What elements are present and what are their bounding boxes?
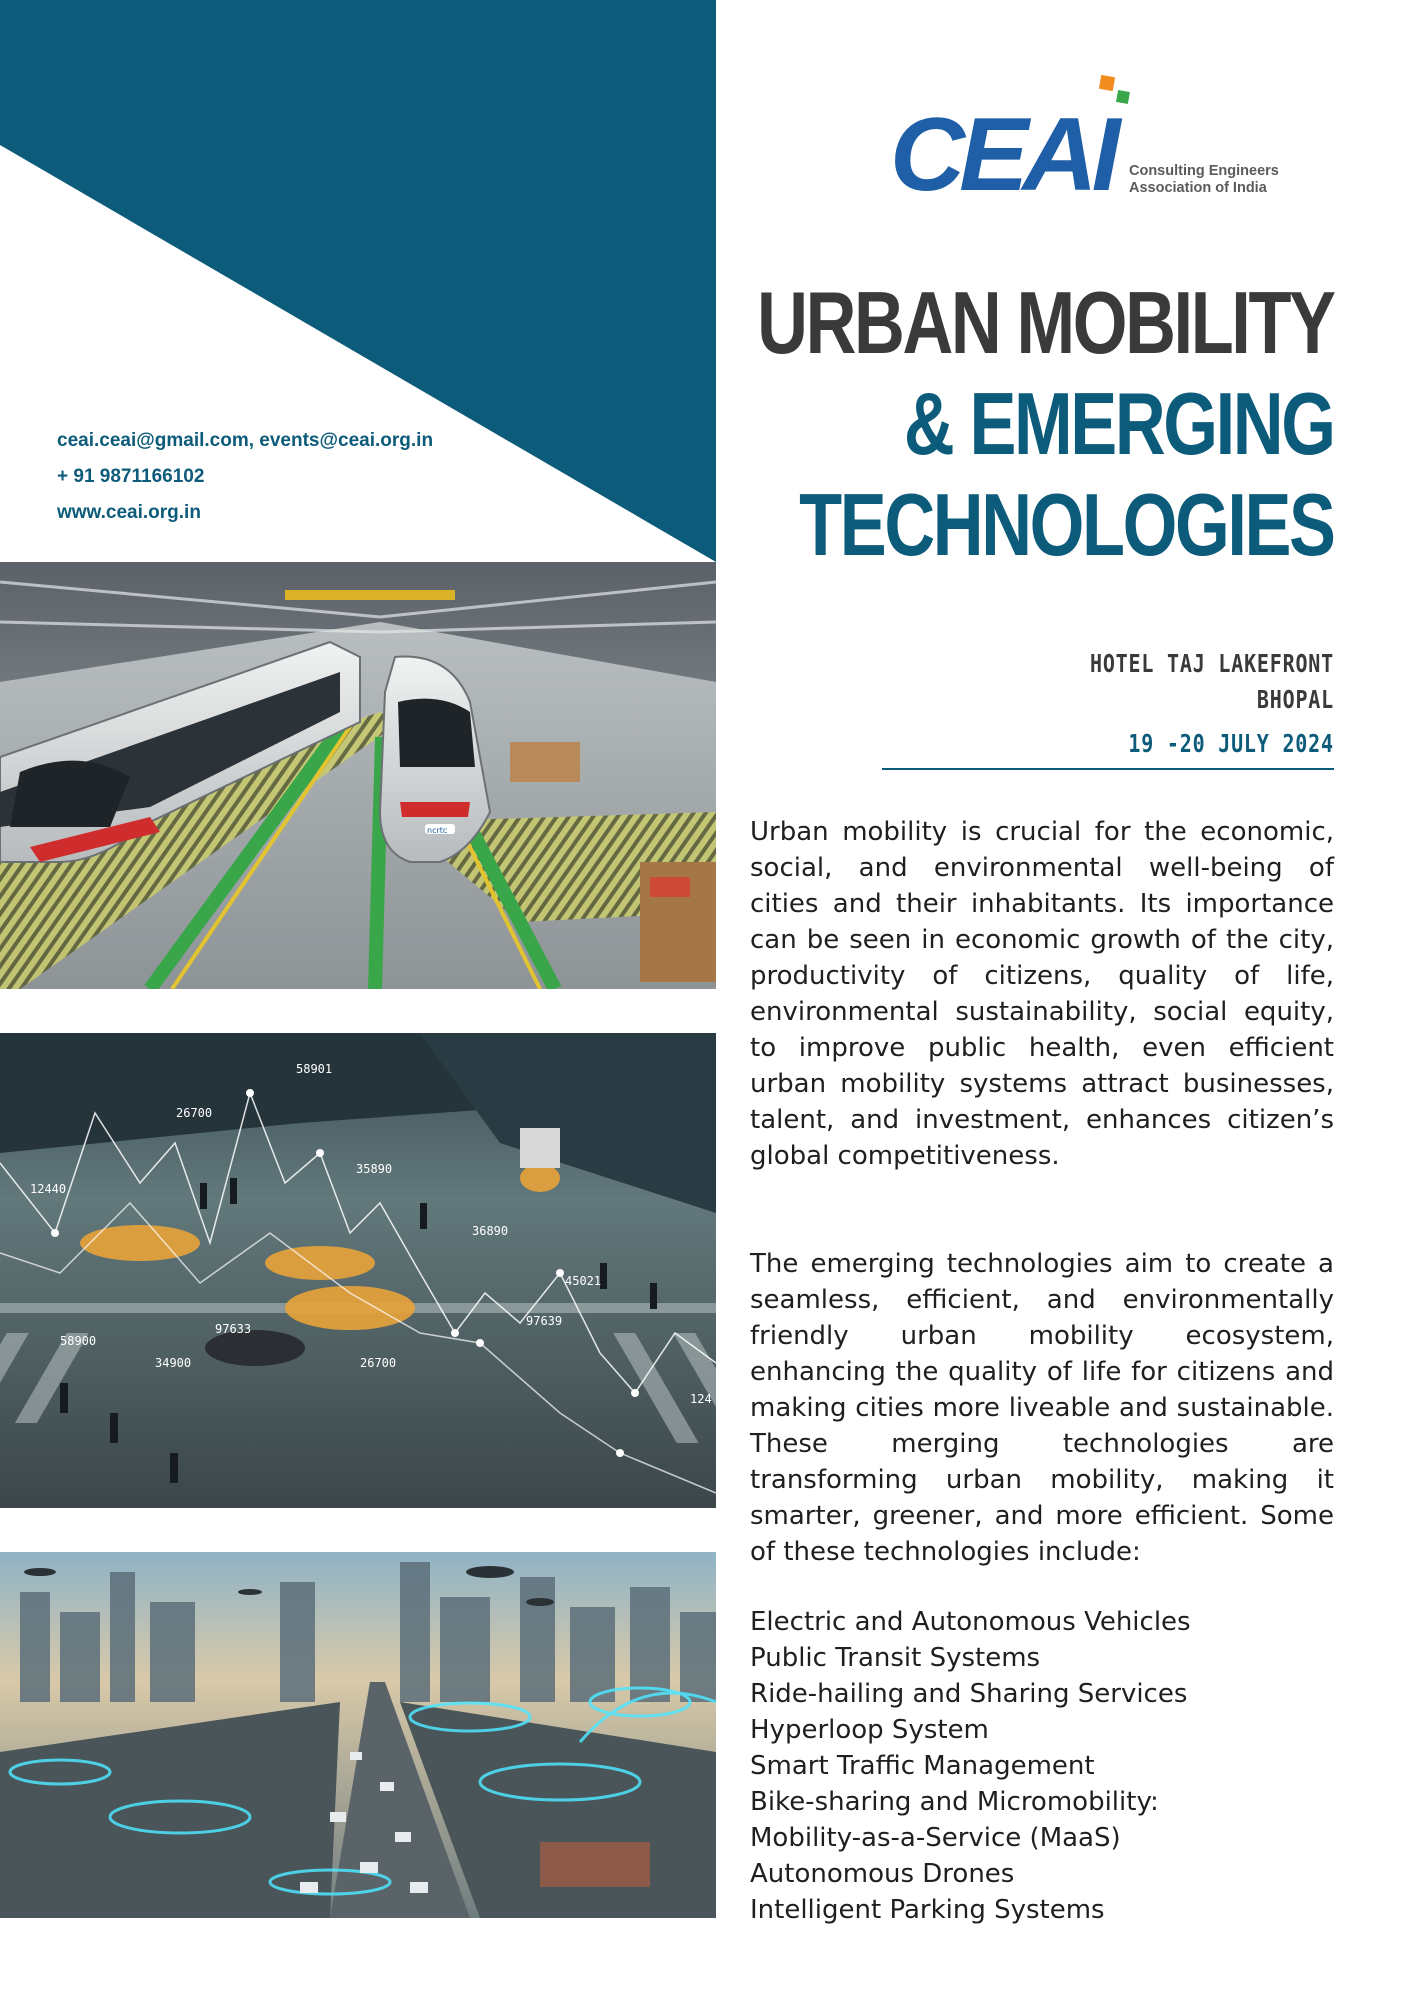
data-reading-4: 35890 [356,1162,393,1176]
data-reading-7: 97633 [215,1322,252,1336]
data-reading-2: 26700 [176,1106,213,1120]
data-reading-11: 26700 [360,1356,397,1370]
data-reading-3: 12440 [30,1182,67,1196]
list-item: Mobility-as-a-Service (MaaS) [750,1823,1121,1853]
contact-block [57,423,433,531]
data-reading-9: 58900 [60,1334,97,1348]
technologies-list [750,1604,1334,1928]
future-city-photo [0,1552,716,1918]
contact-phone[interactable]: + 91 9871166102 [57,466,205,487]
logo-wordmark: CEAI [890,97,1115,202]
data-reading-12: 124 [690,1392,712,1406]
venue-city: BHOPAL [1256,685,1334,714]
title-line3: TECHNOLOGIES [799,475,1334,574]
logo-name-line2: Association of India [1129,180,1267,196]
data-reading-8: 97639 [526,1314,563,1328]
venue-block [1090,646,1334,718]
venue-hotel: HOTEL TAJ LAKEFRONT [1090,649,1334,678]
data-reading-6: 45021 [565,1274,602,1288]
list-item: Bike-sharing and Micromobility: [750,1787,1159,1817]
train-depot-photo [0,562,716,989]
intro-paragraph: Urban mobility is crucial for the economic, social, and environmental well-being of cities and their inhabitants. Its importance can be seen in economic growth of the city, productivity of citizens, quality of life, environmental sustainability, social equity, to improve public health, even efficient urban mobility systems attract businesses, talent, and investment, enhances citizen’s global competitiveness. [750,817,1334,1171]
list-item: Ride-hailing and Sharing Services [750,1679,1188,1709]
train-badge: ncrtc [427,826,448,835]
list-item: Smart Traffic Management [750,1751,1095,1781]
list-item: Autonomous Drones [750,1859,1015,1889]
list-item: Public Transit Systems [750,1643,1041,1673]
data-reading-10: 34900 [155,1356,192,1370]
technologies-paragraph: The emerging technologies aim to create a seamless, efficient, and environmentally friendly urban mobility ecosystem, enhancing the quality of life for citizens and making cities more liveable and sustainable. These merging technologies are transforming urban mobility, making it smarter, greener, and more efficient. Some of these technologies include: [750,1249,1334,1567]
title-line1: URBAN MOBILITY [757,273,1334,372]
date-underline [882,768,1334,770]
contact-website[interactable]: www.ceai.org.in [57,502,201,523]
list-item: Electric and Autonomous Vehicles [750,1607,1191,1637]
title-line2: & EMERGING [904,374,1334,473]
data-reading-1: 58901 [296,1062,333,1076]
data-reading-5: 36890 [472,1224,509,1238]
logo-subtitle [1129,163,1279,197]
contact-emails[interactable]: ceai.ceai@gmail.com, events@ceai.org.in [57,430,434,451]
page-title [758,272,1334,575]
logo-name-line1: Consulting Engineers [1129,163,1279,179]
street-traffic-photo [0,1033,716,1508]
list-item: Intelligent Parking Systems [750,1895,1105,1925]
event-date: 19 -20 JULY 2024 [1128,729,1334,758]
list-item: Hyperloop System [750,1715,989,1745]
